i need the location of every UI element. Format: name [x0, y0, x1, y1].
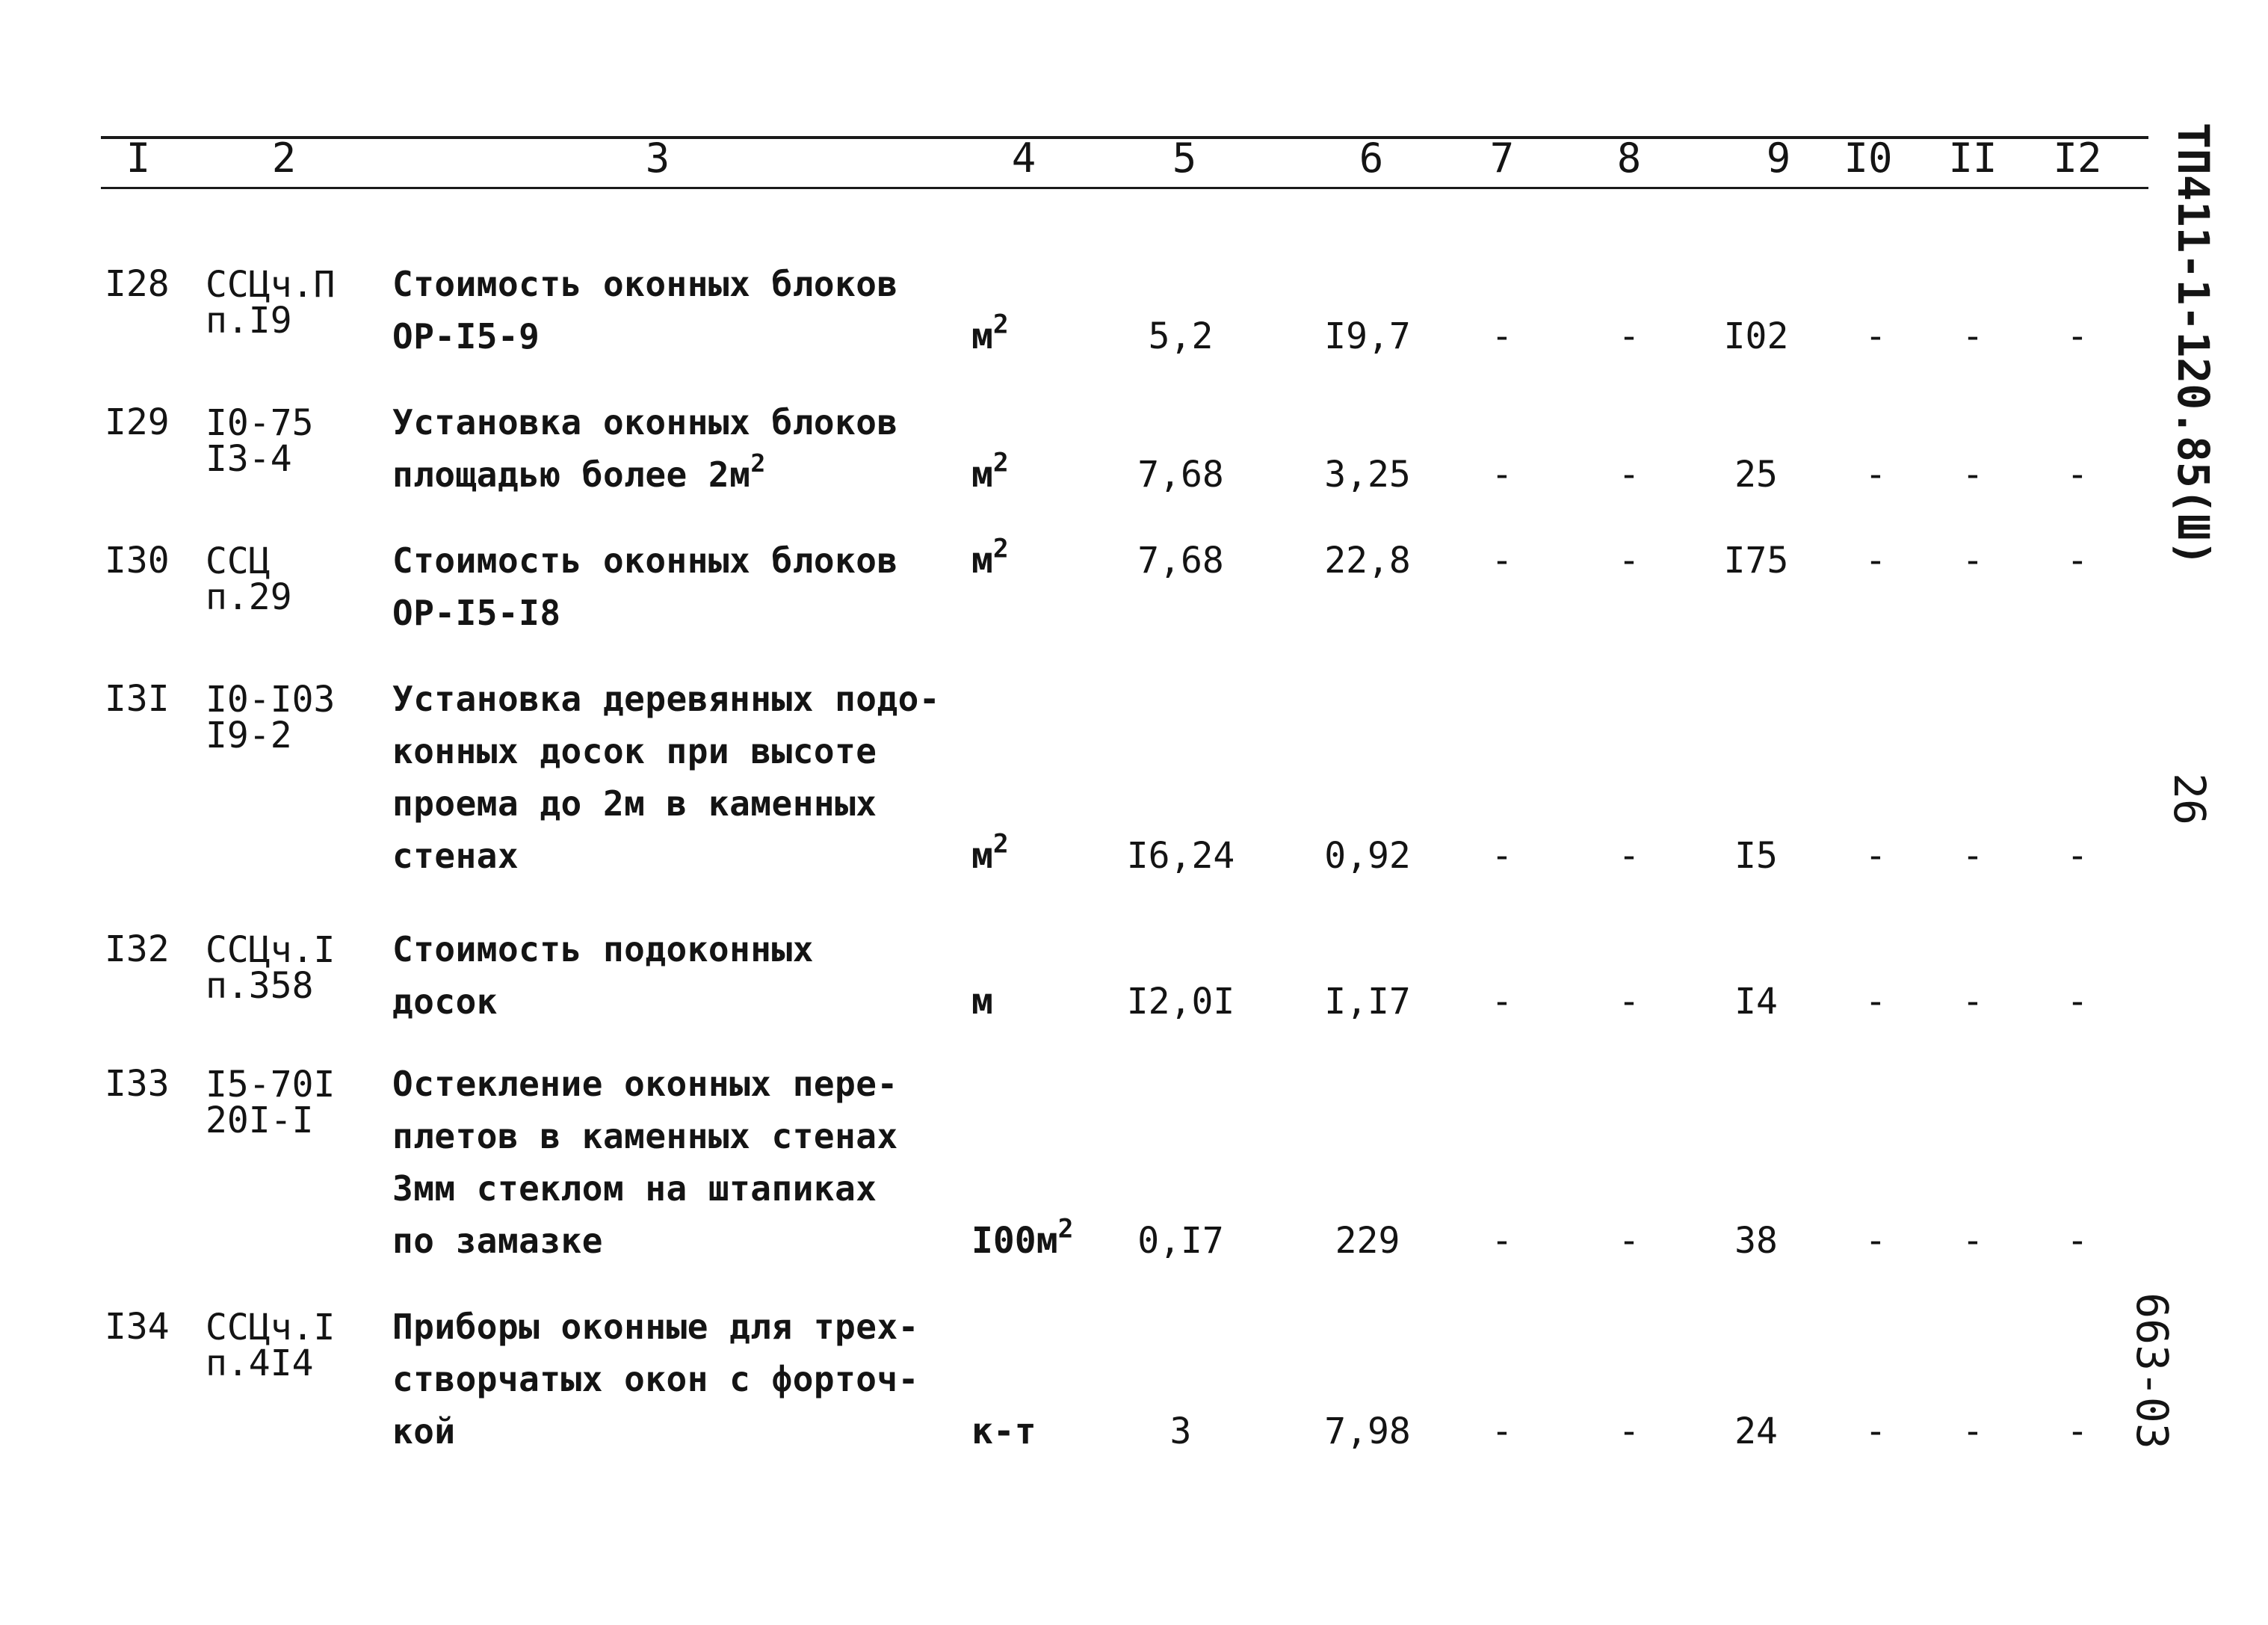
description-text: площадью более 2м [392, 454, 751, 495]
work-description-line [392, 587, 561, 639]
value-c9: I5 [1734, 835, 1778, 877]
value-c10: - [1864, 1410, 1887, 1452]
unit-text: I00м [971, 1220, 1058, 1262]
column-header-9: 9 [1766, 135, 1791, 182]
work-description-line [392, 975, 498, 1028]
description-text: плетов в каменных стенах [392, 1116, 898, 1156]
value-c6: 7,98 [1324, 1410, 1411, 1452]
unit-text: м [971, 981, 993, 1023]
work-description-line [392, 1353, 919, 1405]
value-c10: - [1864, 540, 1887, 582]
description-text: Стоимость оконных блоков [392, 540, 898, 581]
description-superscript: 2 [750, 448, 766, 478]
norm-code-line: ССЦ [206, 540, 271, 582]
norm-code-line: ССЦч.I [206, 929, 336, 971]
work-description-line [392, 448, 766, 501]
value-c6: 22,8 [1324, 540, 1411, 582]
value-c9: 24 [1734, 1410, 1778, 1452]
value-c5: 0,I7 [1137, 1220, 1224, 1262]
unit-of-measure [971, 830, 1009, 882]
column-header-3: 3 [645, 135, 670, 182]
value-c7: - [1491, 835, 1513, 877]
value-c7: - [1491, 1220, 1513, 1262]
sheet-code: 663-03 [2127, 1292, 2178, 1449]
description-text: досок [392, 981, 498, 1022]
description-text: створчатых окон с форточ- [392, 1359, 919, 1399]
value-c9: I4 [1734, 981, 1778, 1023]
value-c9: 25 [1734, 454, 1778, 496]
norm-code [206, 1064, 336, 1141]
description-text: Остекление оконных пере- [392, 1064, 898, 1104]
work-description-line [392, 923, 814, 975]
value-c7: - [1491, 540, 1513, 582]
description-text: Установка оконных блоков [392, 402, 898, 443]
column-header-1: I [126, 135, 151, 182]
value-c12: - [2066, 835, 2089, 877]
value-c6: I,I7 [1324, 981, 1411, 1023]
item-number: I28 [105, 263, 170, 305]
value-c12: - [2066, 981, 2089, 1023]
unit-of-measure [971, 310, 1009, 363]
description-text: Приборы оконные для трех- [392, 1307, 919, 1347]
value-c9: I02 [1723, 315, 1789, 357]
work-description-line [392, 396, 898, 448]
item-number: I34 [105, 1306, 170, 1348]
work-description-line [392, 258, 898, 310]
value-c6: 229 [1335, 1220, 1400, 1262]
norm-code-line: ССЦч.П [206, 264, 336, 306]
unit-text: к-т [971, 1410, 1036, 1452]
norm-code-line: I0-I03 [206, 679, 336, 721]
value-c5: 3 [1169, 1410, 1192, 1452]
column-header-12: I2 [2053, 135, 2102, 182]
column-header-11: II [1948, 135, 1997, 182]
value-c8: - [1618, 454, 1640, 496]
value-c9: 38 [1734, 1220, 1778, 1262]
value-c8: - [1618, 835, 1640, 877]
unit-of-measure [971, 975, 993, 1028]
value-c5: I6,24 [1126, 835, 1235, 877]
description-text: 3мм стеклом на штапиках [392, 1168, 877, 1209]
value-c8: - [1618, 1410, 1640, 1452]
header-bottom-rule [101, 187, 2148, 189]
unit-text: м [971, 540, 993, 582]
value-c12: - [2066, 540, 2089, 582]
description-text: Стоимость подоконных [392, 929, 814, 969]
work-description-line [392, 725, 877, 777]
column-header-4: 4 [1011, 135, 1036, 182]
norm-code-line: п.358 [206, 965, 314, 1007]
work-description-line [392, 1405, 456, 1458]
description-text: ОР-I5-I8 [392, 593, 561, 633]
norm-code-line: I3-4 [206, 438, 292, 480]
value-c8: - [1618, 981, 1640, 1023]
column-header-7: 7 [1489, 135, 1515, 182]
value-c10: - [1864, 1220, 1887, 1262]
value-c6: 0,92 [1324, 835, 1411, 877]
value-c7: - [1491, 981, 1513, 1023]
value-c12: - [2066, 1410, 2089, 1452]
value-c8: - [1618, 540, 1640, 582]
value-c8: - [1618, 1220, 1640, 1262]
item-number: I33 [105, 1063, 170, 1105]
norm-code-line: ССЦч.I [206, 1307, 336, 1348]
description-text: по замазке [392, 1221, 603, 1261]
unit-of-measure [971, 448, 1009, 501]
value-c11: - [1962, 540, 1984, 582]
norm-code [206, 540, 292, 618]
column-header-5: 5 [1172, 135, 1197, 182]
value-c11: - [1962, 981, 1984, 1023]
norm-code-line: п.I9 [206, 300, 292, 342]
norm-code [206, 1307, 336, 1384]
work-description-line [392, 1301, 919, 1353]
unit-superscript: 2 [992, 448, 1009, 478]
value-c5: 7,68 [1137, 454, 1224, 496]
value-c12: - [2066, 315, 2089, 357]
value-c12: - [2066, 454, 2089, 496]
norm-code [206, 402, 314, 480]
value-c7: - [1491, 315, 1513, 357]
work-description-line [392, 673, 940, 725]
norm-code [206, 929, 336, 1007]
description-text: Установка деревянных подо- [392, 679, 941, 719]
norm-code-line: I9-2 [206, 715, 292, 756]
norm-code [206, 679, 336, 756]
item-number: I30 [105, 540, 170, 582]
value-c6: I9,7 [1324, 315, 1411, 357]
value-c7: - [1491, 454, 1513, 496]
unit-superscript: 2 [992, 534, 1009, 564]
description-text: Стоимость оконных блоков [392, 264, 898, 304]
item-number: I29 [105, 401, 170, 443]
value-c6: 3,25 [1324, 454, 1411, 496]
work-description-line [392, 830, 519, 882]
value-c11: - [1962, 1410, 1984, 1452]
work-description-line [392, 534, 898, 587]
value-c11: - [1962, 454, 1984, 496]
unit-of-measure [971, 1405, 1036, 1458]
value-c10: - [1864, 835, 1887, 877]
description-text: проема до 2м в каменных [392, 783, 877, 824]
value-c5: 7,68 [1137, 540, 1224, 582]
value-c5: 5,2 [1148, 315, 1214, 357]
document-code: ТП411-1-120.85(Ш) [2168, 123, 2219, 567]
norm-code-line: I5-70I [206, 1064, 336, 1106]
unit-text: м [971, 835, 993, 877]
unit-superscript: 2 [992, 829, 1009, 860]
work-description-line [392, 1162, 877, 1215]
item-number: I3I [105, 678, 170, 720]
unit-superscript: 2 [1057, 1214, 1074, 1245]
unit-of-measure [971, 1215, 1073, 1267]
value-c11: - [1962, 315, 1984, 357]
norm-code-line: п.29 [206, 576, 292, 618]
value-c11: - [1962, 835, 1984, 877]
value-c11: - [1962, 1220, 1984, 1262]
value-c9: I75 [1723, 540, 1789, 582]
value-c8: - [1618, 315, 1640, 357]
column-header-8: 8 [1616, 135, 1642, 182]
norm-code-line: п.4I4 [206, 1342, 314, 1384]
description-text: конных досок при высоте [392, 731, 877, 771]
column-header-6: 6 [1359, 135, 1384, 182]
work-description-line [392, 1058, 898, 1110]
norm-code [206, 264, 336, 342]
page-number: 26 [2164, 773, 2215, 825]
value-c12: - [2066, 1220, 2089, 1262]
description-text: кой [392, 1411, 456, 1452]
value-c7: - [1491, 1410, 1513, 1452]
value-c10: - [1864, 981, 1887, 1023]
value-c5: I2,0I [1126, 981, 1235, 1023]
work-description-line [392, 310, 540, 363]
work-description-line [392, 777, 877, 830]
description-text: стенах [392, 836, 519, 876]
norm-code-line: 20I-I [206, 1100, 314, 1141]
column-header-2: 2 [271, 135, 297, 182]
value-c10: - [1864, 315, 1887, 357]
unit-superscript: 2 [992, 309, 1009, 340]
column-header-10: I0 [1844, 135, 1893, 182]
work-description-line [392, 1110, 898, 1162]
description-text: ОР-I5-9 [392, 316, 540, 357]
unit-text: м [971, 315, 993, 357]
value-c10: - [1864, 454, 1887, 496]
unit-of-measure [971, 534, 1009, 587]
norm-code-line: I0-75 [206, 402, 314, 444]
unit-text: м [971, 454, 993, 496]
work-description-line [392, 1215, 603, 1267]
item-number: I32 [105, 928, 170, 970]
